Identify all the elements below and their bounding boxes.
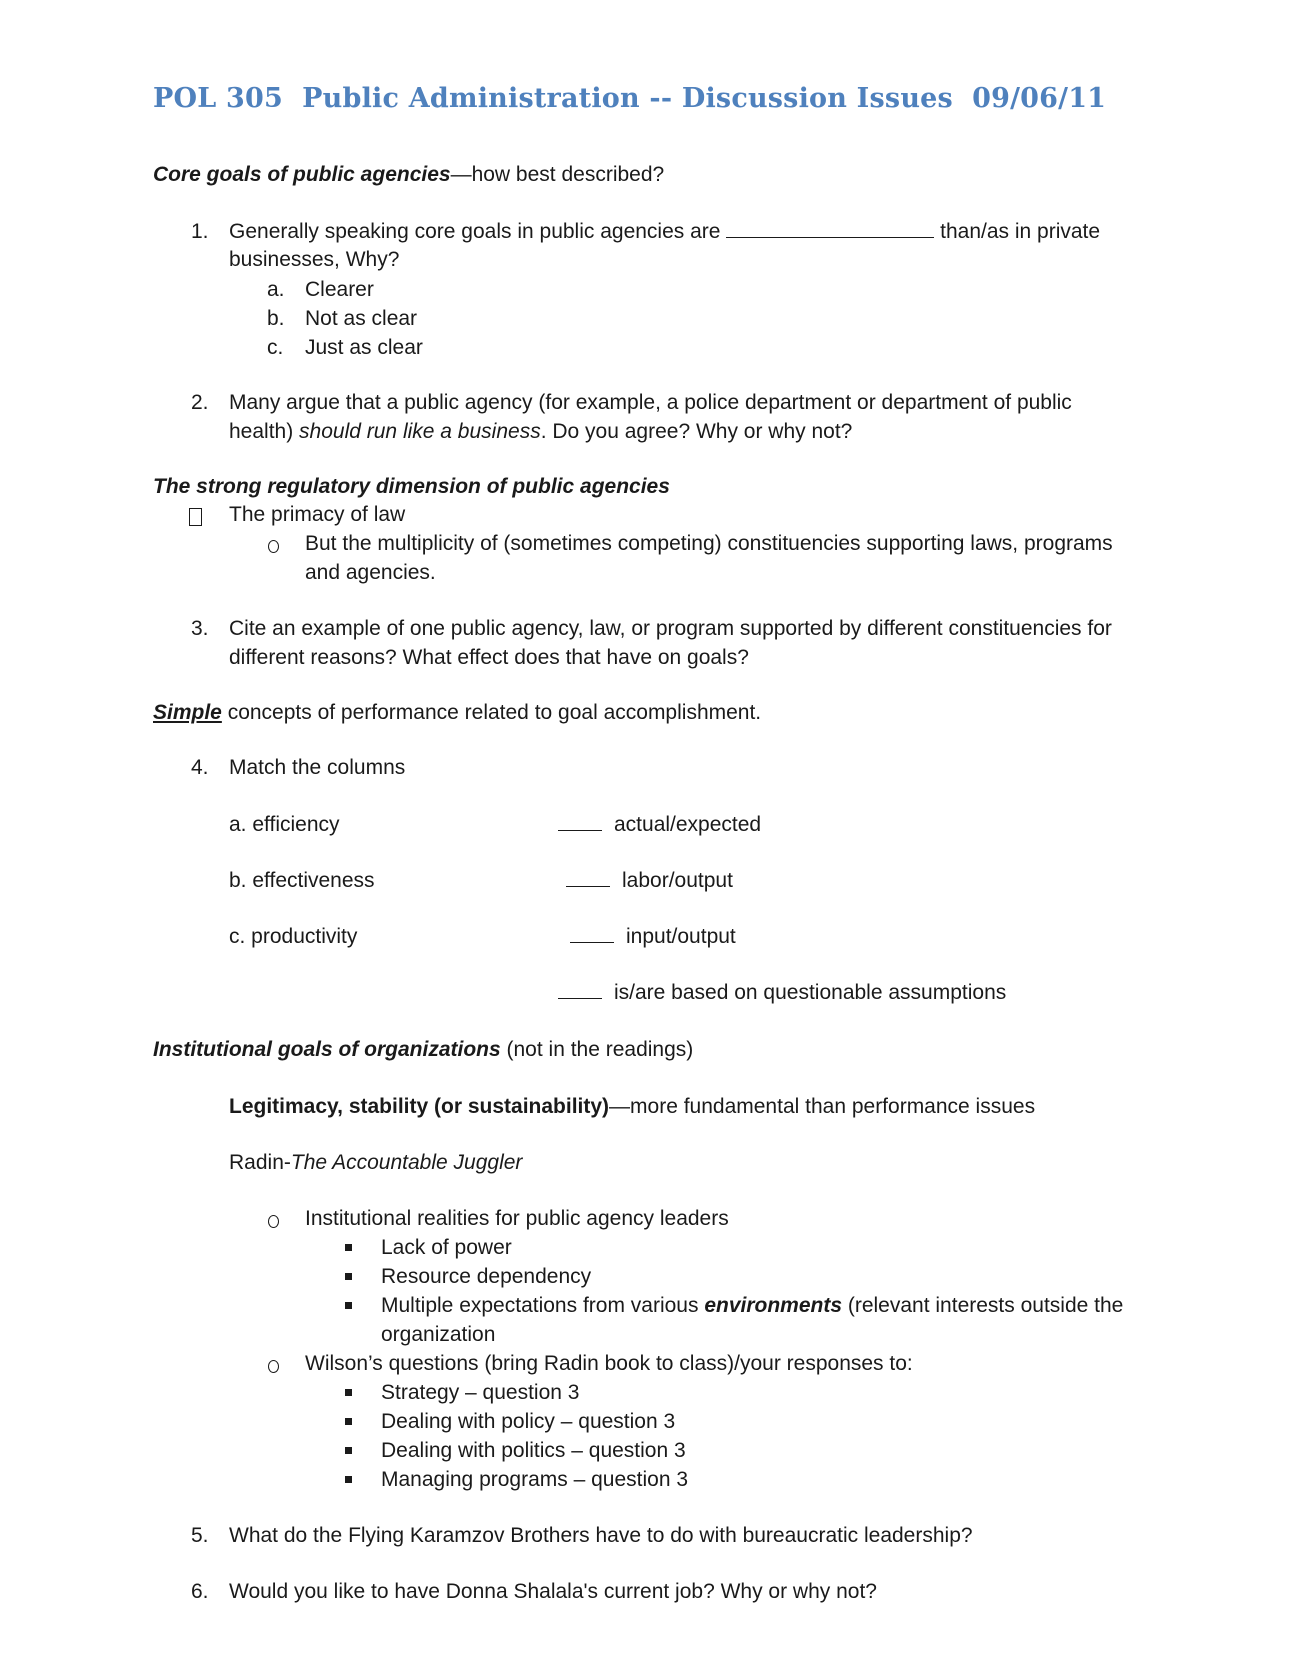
- sub-item-multiple-expectations-cont: organization: [381, 1323, 496, 1346]
- square-dot-bullet-icon: [345, 1233, 352, 1262]
- heading-simple: Simple: [153, 701, 222, 724]
- section-heading-institutional: [153, 1035, 693, 1064]
- question-1-line-1: [229, 217, 1100, 246]
- text-a: Multiple expectations from various: [381, 1294, 705, 1317]
- text-b: (relevant interests outside the: [842, 1294, 1124, 1317]
- circle-bullet-icon: [268, 531, 279, 560]
- section-heading-regulatory: The strong regulatory dimension of public agencies: [153, 475, 670, 498]
- match-blank-3: [570, 922, 614, 951]
- match-right-3: input/output: [626, 925, 736, 948]
- question-number-3: 3.: [191, 617, 209, 640]
- legitimacy-rest: —more fundamental than performance issues: [609, 1095, 1036, 1118]
- square-dot-bullet-icon: [345, 1291, 352, 1320]
- circle-bullet-icon: [268, 1206, 279, 1235]
- heading-rest: —how best described?: [450, 163, 665, 186]
- square-dot-bullet-icon: [345, 1378, 352, 1407]
- sub-bullet-line-1: But the multiplicity of (sometimes competing) constituencies supporting laws, programs: [305, 532, 1113, 555]
- section-heading-core-goals: [153, 160, 664, 189]
- outline-item-institutional-realities: Institutional realities for public agency leaders: [305, 1207, 729, 1230]
- sub-item-managing-programs: Managing programs – question 3: [381, 1468, 689, 1491]
- match-right-1: actual/expected: [614, 813, 762, 836]
- sub-item-lack-of-power: Lack of power: [381, 1236, 512, 1259]
- question-number-5: 5.: [191, 1524, 209, 1547]
- legitimacy-bold: Legitimacy, stability (or sustainability): [229, 1095, 610, 1118]
- legitimacy-line: [229, 1092, 1035, 1121]
- question-number-6: 6.: [191, 1580, 209, 1603]
- square-dot-bullet-icon: [345, 1436, 352, 1465]
- sub-item-strategy: Strategy – question 3: [381, 1381, 580, 1404]
- text-environments: environments: [704, 1294, 843, 1317]
- radin-line: [229, 1148, 522, 1177]
- match-right-4: is/are based on questionable assumptions: [614, 981, 1007, 1004]
- square-dot-bullet-icon: [345, 1407, 352, 1436]
- match-blank-4: [558, 978, 602, 1007]
- heading-rest: concepts of performance related to goal accomplishment.: [221, 701, 762, 724]
- option-text-a: Clearer: [305, 278, 374, 301]
- question-number-1: 1.: [191, 220, 209, 243]
- option-letter-c: c.: [267, 336, 284, 359]
- bullet-primacy-of-law: The primacy of law: [229, 503, 406, 526]
- answer-blank: [726, 219, 934, 238]
- question-6-text: Would you like to have Donna Shalala's current job? Why or why not?: [229, 1580, 877, 1603]
- sub-item-multiple-expectations: [381, 1291, 1123, 1320]
- match-right-2: labor/output: [622, 869, 733, 892]
- heading-text: Institutional goals of organizations: [153, 1038, 501, 1061]
- question-3-line-1: Cite an example of one public agency, law, or program supported by different constituencies for: [229, 617, 1112, 640]
- question-2-line-2: [229, 417, 852, 446]
- match-left-c: c. productivity: [229, 925, 358, 948]
- question-4-text: Match the columns: [229, 756, 406, 779]
- question-5-text: What do the Flying Karamzov Brothers have to do with bureaucratic leadership?: [229, 1524, 973, 1547]
- match-blank-1: [558, 810, 602, 839]
- sub-item-dealing-with-policy: Dealing with policy – question 3: [381, 1410, 676, 1433]
- match-left-a: a. efficiency: [229, 813, 340, 836]
- square-dot-bullet-icon: [345, 1262, 352, 1291]
- circle-bullet-icon: [268, 1351, 279, 1380]
- match-left-b: b. effectiveness: [229, 869, 375, 892]
- q2-text-c: . Do you agree? Why or why not?: [540, 420, 853, 443]
- radin-book-title: The Accountable Juggler: [290, 1151, 523, 1174]
- q2-text-italic: should run like a business: [299, 420, 541, 443]
- section-heading-performance: [153, 698, 761, 727]
- question-number-4: 4.: [191, 756, 209, 779]
- outline-item-wilsons-questions: Wilson’s questions (bring Radin book to class)/your responses to:: [305, 1352, 913, 1375]
- question-number-2: 2.: [191, 391, 209, 414]
- page-title: POL 305 Public Administration -- Discussion Issues 09/06/11: [153, 83, 1107, 114]
- question-3-line-2: different reasons? What effect does that have on goals?: [229, 646, 749, 669]
- sub-item-resource-dependency: Resource dependency: [381, 1265, 592, 1288]
- heading-text: Core goals of public agencies: [153, 163, 451, 186]
- square-dot-bullet-icon: [345, 1465, 352, 1494]
- option-letter-a: a.: [267, 278, 285, 301]
- option-text-c: Just as clear: [305, 336, 423, 359]
- match-blank-2: [566, 866, 610, 895]
- sub-item-dealing-with-politics: Dealing with politics – question 3: [381, 1439, 686, 1462]
- square-bullet-icon: [189, 503, 202, 532]
- q2-text-b: health): [229, 420, 300, 443]
- question-1-line-2: businesses, Why?: [229, 248, 400, 271]
- question-2-line-1: Many argue that a public agency (for example, a police department or department of public: [229, 391, 1072, 414]
- q1-text-b: than/as in private: [934, 220, 1101, 243]
- q1-text-a: Generally speaking core goals in public agencies are: [229, 220, 727, 243]
- option-letter-b: b.: [267, 307, 285, 330]
- radin-name: Radin-: [229, 1151, 291, 1174]
- option-text-b: Not as clear: [305, 307, 418, 330]
- heading-rest: (not in the readings): [500, 1038, 694, 1061]
- sub-bullet-line-2: and agencies.: [305, 561, 436, 584]
